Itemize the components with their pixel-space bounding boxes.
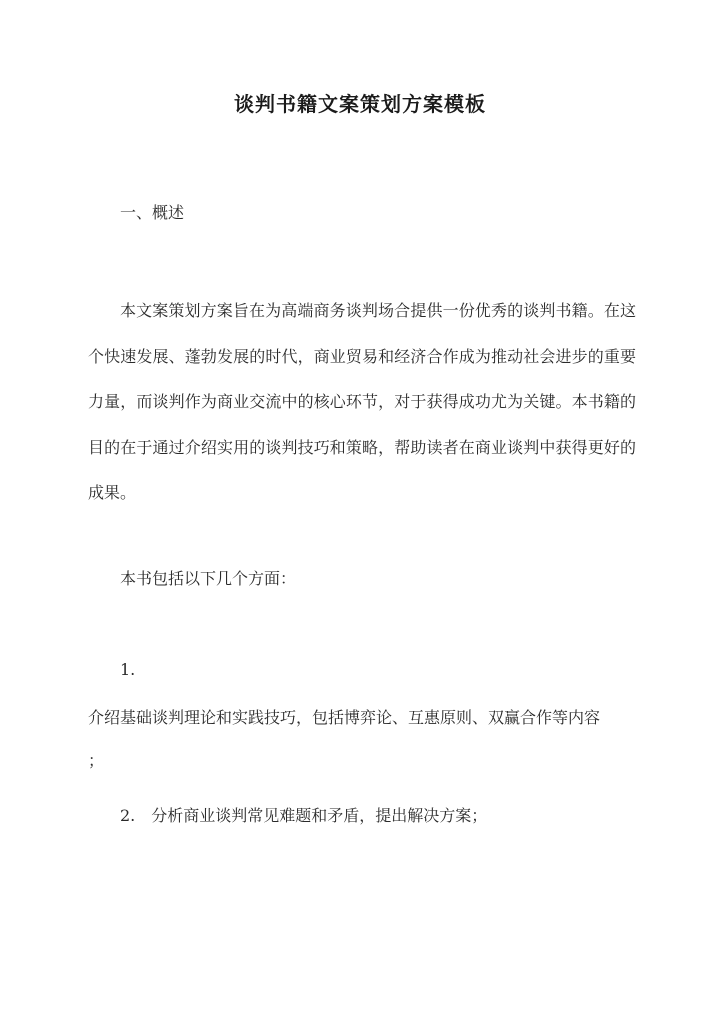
- list-item-1-tail: ；: [88, 751, 105, 770]
- aspects-intro-line: 本书包括以下几个方面：: [120, 569, 297, 588]
- intro-paragraph: 本文案策划方案旨在为高端商务谈判场合提供一份优秀的谈判书籍。在这个快速发展、蓬勃发展的时代，商业贸易和经济合作成为推动社会进步的重要力量，而谈判作为商业交流中的核心环节，对于获得成功尤为关键。本书籍的目的在于通过介绍实用的谈判技巧和策略，帮助读者在商业谈判中获得更好的成果。: [88, 301, 636, 502]
- document-title: 谈判书籍文案策划方案模板: [234, 92, 486, 116]
- list-item-2: 2. 分析商业谈判常见难题和矛盾，提出解决方案；: [120, 806, 488, 825]
- list-item-1-text: 介绍基础谈判理论和实践技巧，包括博弈论、互惠原则、双赢合作等内容: [88, 708, 601, 727]
- list-item-1-number: 1.: [120, 660, 136, 679]
- section-heading-overview: 一、概述: [120, 203, 185, 222]
